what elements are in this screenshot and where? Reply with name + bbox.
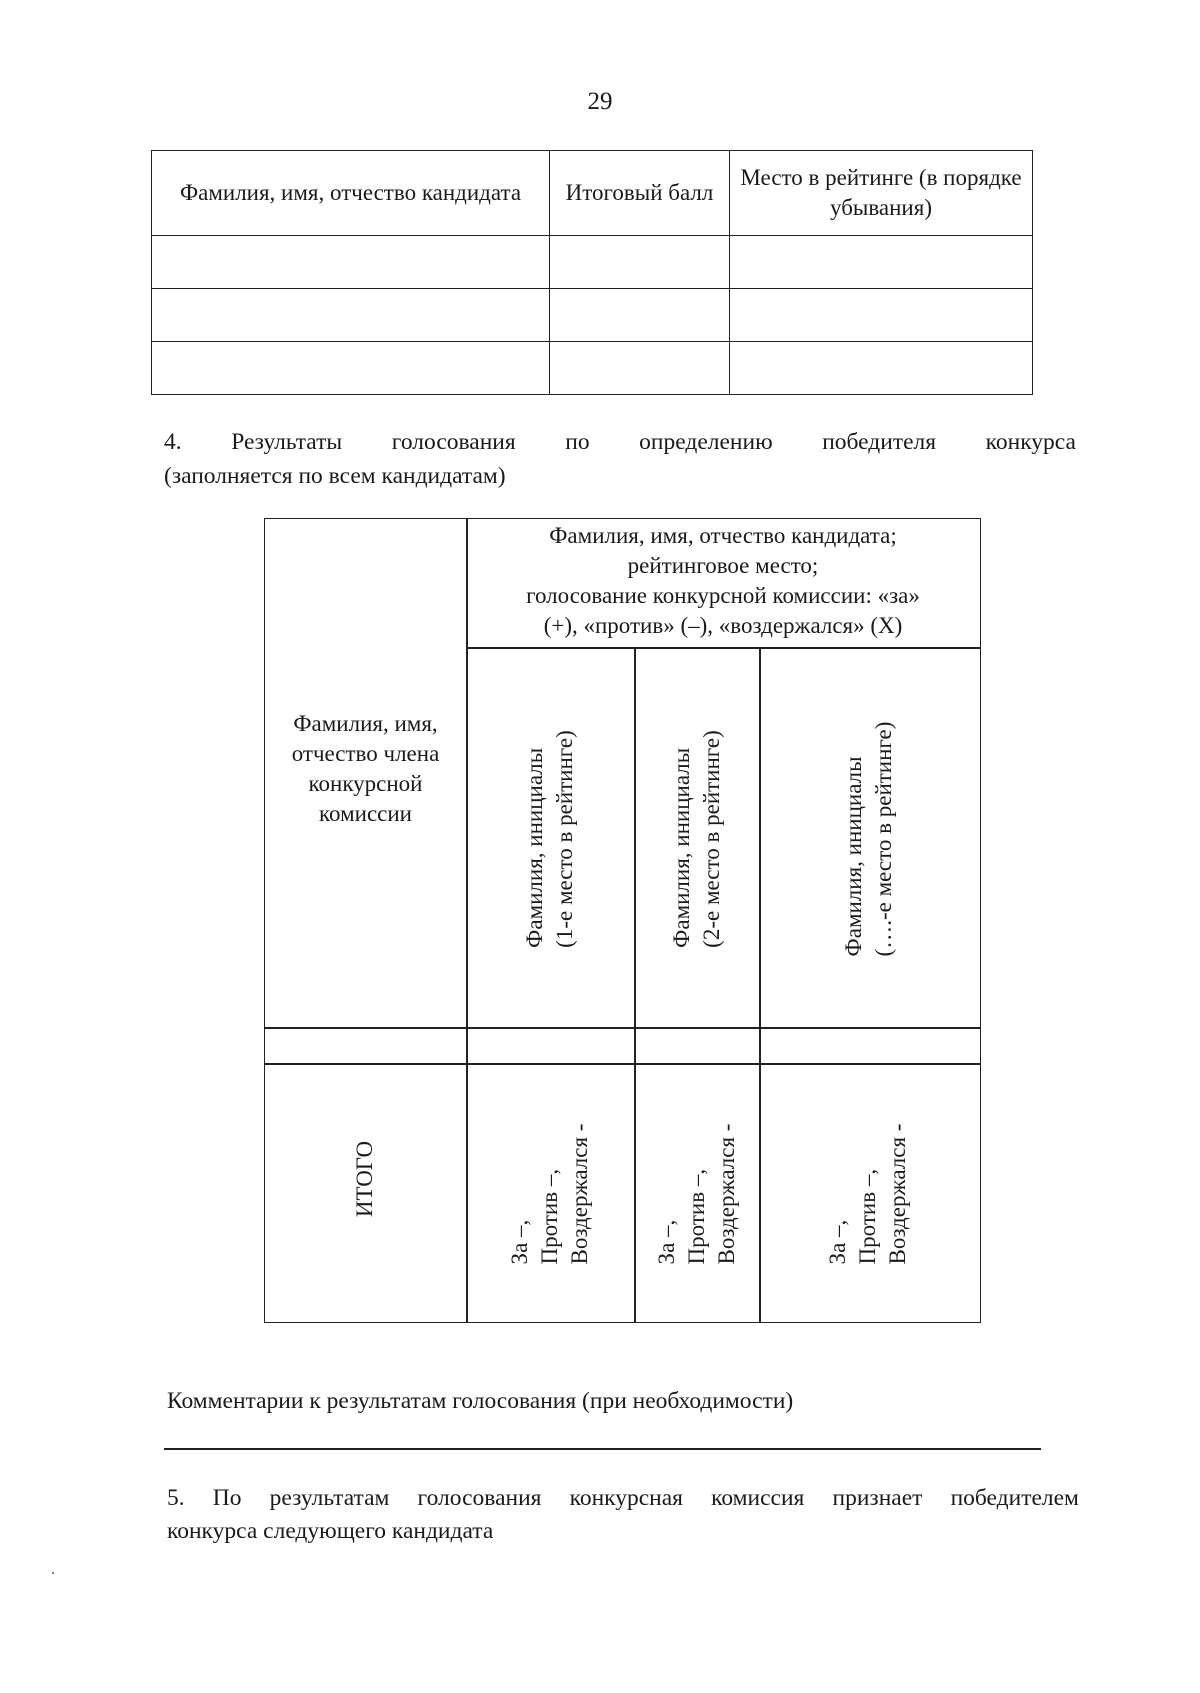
table-cell: [550, 289, 730, 342]
section-4-word: Результаты: [231, 429, 343, 455]
group-header-line: Фамилия, имя, отчество кандидата;: [549, 523, 897, 548]
table-cell: [550, 236, 730, 289]
section-5-word: голосования: [417, 1485, 542, 1511]
table-cell: [730, 236, 1033, 289]
total-za: За –,: [825, 1219, 850, 1265]
section-4-word: определению: [639, 429, 773, 455]
section-5-line-1: [167, 1482, 1079, 1515]
section-4-word: победителя: [822, 429, 937, 455]
section-5-word: результатам: [269, 1485, 390, 1511]
table-cell: [152, 342, 550, 395]
candidate-group-header: [466, 521, 980, 641]
total-protiv: Против –,: [684, 1168, 709, 1265]
section-5-word: конкурсная: [569, 1485, 683, 1511]
table-cell: [152, 236, 550, 289]
table-divider: [265, 1027, 980, 1029]
total-protiv: Против –,: [855, 1168, 880, 1265]
section-5-word: 5.: [167, 1485, 185, 1511]
ranking-header-total-score: Итоговый балл: [550, 151, 730, 236]
candidate-header-line: (2-е место в рейтинге): [699, 730, 724, 948]
table-row: [152, 342, 1033, 395]
section-4-line-2: (заполняется по всем кандидатам): [164, 463, 506, 489]
candidate-1-totals: [505, 1124, 595, 1265]
table-divider: [466, 647, 980, 649]
scan-speck: [52, 1572, 54, 1574]
comment-line: [164, 1448, 1041, 1450]
section-4-word: голосования: [391, 429, 516, 455]
table-cell: [550, 342, 730, 395]
table-cell: [730, 342, 1033, 395]
total-za: За –,: [507, 1219, 532, 1265]
total-vozd: Воздержался -: [885, 1123, 910, 1265]
candidate-header-1: [520, 730, 580, 948]
table-cell: [730, 289, 1033, 342]
table-divider: [265, 1063, 980, 1065]
section-4-word: 4.: [164, 429, 182, 455]
section-4-word: по: [565, 429, 590, 455]
total-protiv: Против –,: [537, 1168, 562, 1265]
total-label: ИТОГО: [352, 1140, 377, 1218]
section-5-word: победителем: [950, 1485, 1079, 1511]
ranking-table: [151, 150, 1033, 395]
ranking-table-header-row: [152, 151, 1033, 236]
section-5-word: признает: [832, 1485, 923, 1511]
group-header-line: голосование конкурсной комиссии: «за»: [526, 583, 920, 608]
candidate-header-line: (1-е место в рейтинге): [552, 730, 577, 948]
candidate-header-2: [667, 730, 727, 948]
candidate-header-3: [839, 722, 899, 957]
candidate-header-line: Фамилия, инициалы: [522, 747, 547, 948]
candidate-3-totals: [823, 1124, 913, 1265]
section-4-line-1: [164, 425, 1076, 459]
table-divider: [634, 647, 636, 1322]
member-name-header: Фамилия, имя, отчество члена конкурсной комиссии: [291, 711, 440, 826]
ranking-header-rating-place: Место в рейтинге (в порядке убывания): [730, 151, 1033, 236]
section-5-word: По: [212, 1485, 242, 1511]
table-cell: [152, 289, 550, 342]
table-row: [152, 289, 1033, 342]
group-header-line: (+), «против» (–), «воздержался» (X): [543, 613, 903, 638]
section-4-word: конкурса: [985, 429, 1076, 455]
total-za: За –,: [654, 1219, 679, 1265]
section-5-paragraph: [167, 1482, 1079, 1548]
total-vozd: Воздержался -: [567, 1123, 592, 1265]
table-row: [152, 236, 1033, 289]
section-5-word: комиссия: [711, 1485, 805, 1511]
total-vozd: Воздержался -: [714, 1123, 739, 1265]
section-4-paragraph: [164, 425, 1076, 493]
section-5-line-2: конкурса следующего кандидата: [167, 1518, 494, 1544]
candidate-header-line: Фамилия, инициалы: [669, 747, 694, 948]
table-divider: [759, 647, 761, 1322]
candidate-2-totals: [652, 1124, 742, 1265]
voting-table: [264, 518, 981, 1323]
candidate-header-line: Фамилия, инициалы: [841, 756, 866, 957]
comment-label: Комментарии к результатам голосования (при необходимости): [167, 1388, 794, 1414]
ranking-header-candidate-name: Фамилия, имя, отчество кандидата: [152, 151, 550, 236]
page-number: 29: [587, 88, 613, 115]
group-header-line: рейтинговое место;: [627, 553, 819, 578]
candidate-header-line: (….-е место в рейтинге): [871, 721, 896, 957]
